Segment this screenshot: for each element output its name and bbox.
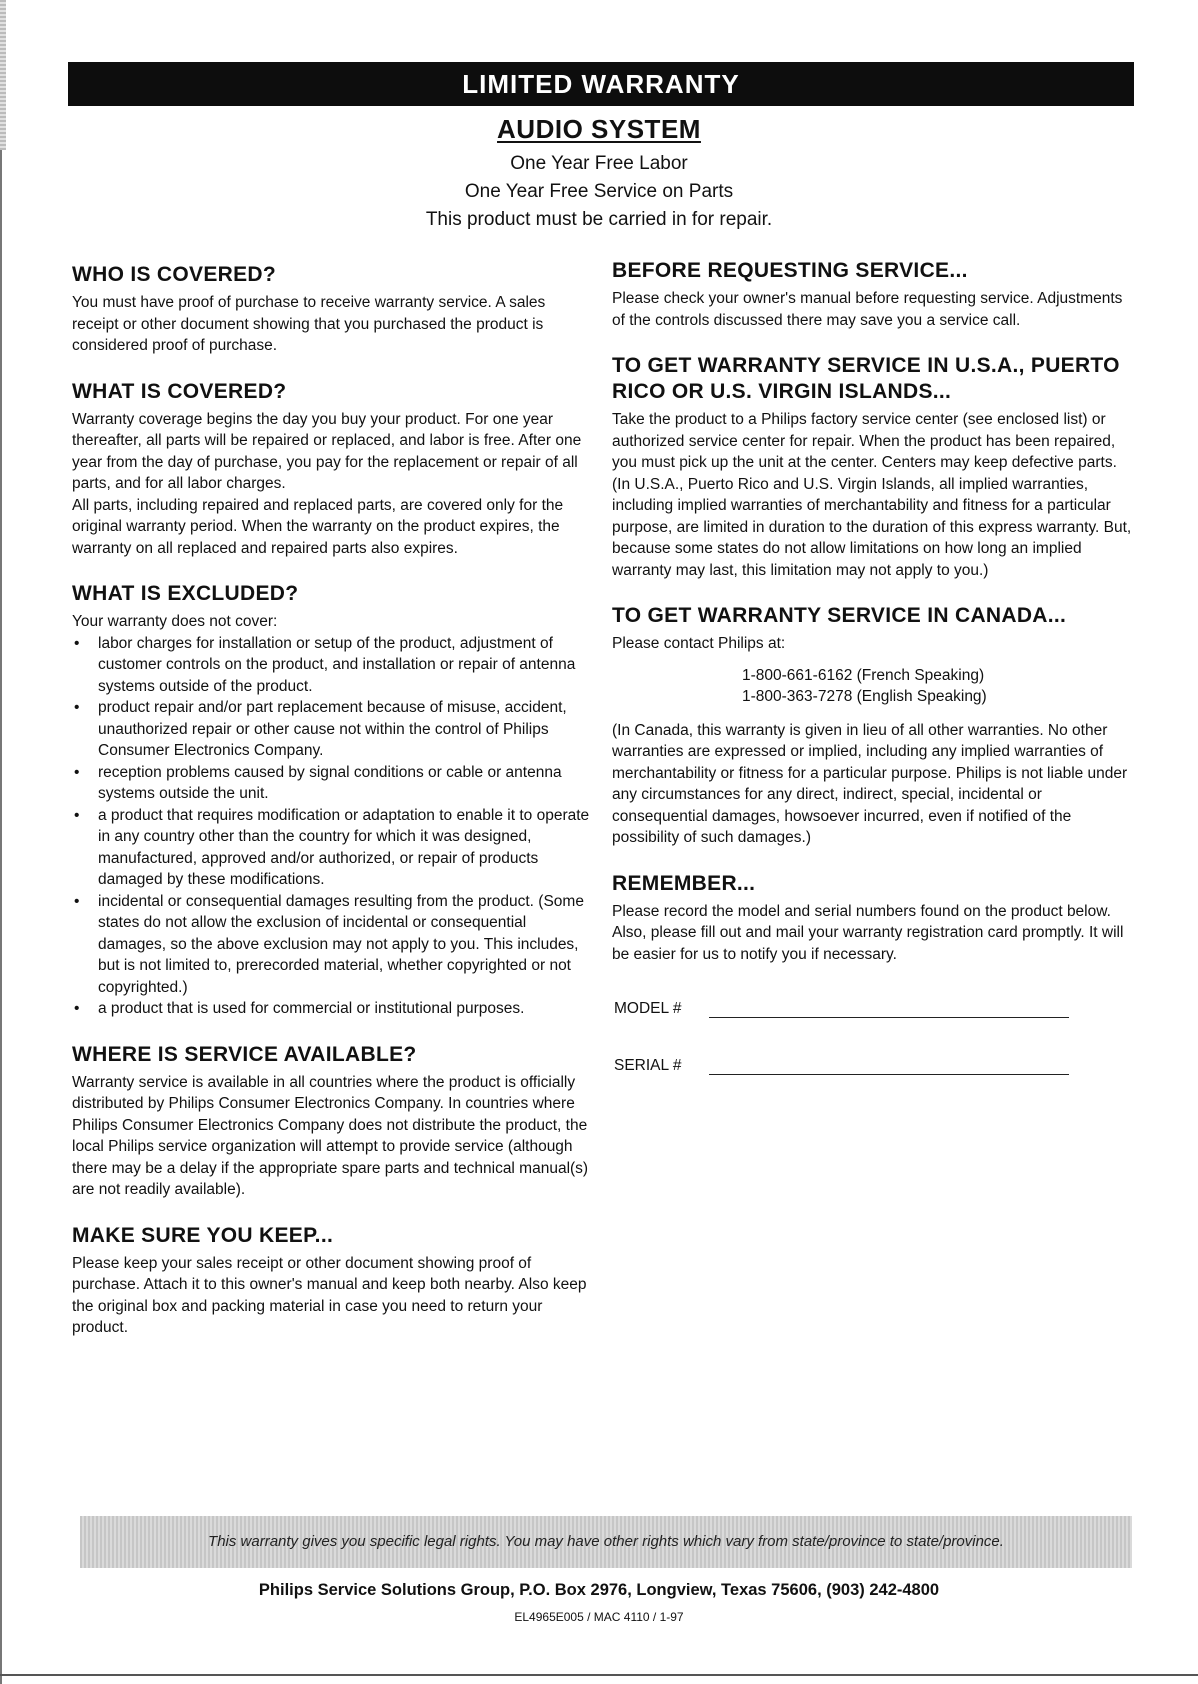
exclusion-item: • labor charges for installation or setup of the product, adjustment of customer controls on the product, and installation or repair of antenna systems outside of the product. [72, 633, 592, 698]
bottom-edge-rule [0, 1674, 1198, 1676]
product-header [0, 112, 1198, 234]
model-field-line[interactable] [709, 999, 1069, 1018]
right-column [612, 258, 1132, 1113]
section-intro: Your warranty does not cover: [72, 613, 278, 630]
model-label: MODEL # [614, 1000, 682, 1017]
section-heading: WHERE IS SERVICE AVAILABLE? [72, 1042, 417, 1066]
section-heading: BEFORE REQUESTING SERVICE... [612, 259, 968, 282]
phone-french: 1-800-661-6162 (French Speaking) [742, 666, 985, 684]
section-heading: REMEMBER... [612, 871, 756, 895]
section-body: Please record the model and serial numbers found on the product below. Also, please fill out and mail your warranty registration card promptly. It will be easier for us to notify you if necessary. [612, 902, 1124, 963]
what-is-covered-section [72, 379, 592, 560]
usa-service-section [612, 353, 1132, 581]
left-edge-rule [0, 0, 2, 1684]
labor-term: One Year Free Labor [510, 153, 688, 174]
exclusion-item: • reception problems caused by signal conditions or cable or antenna systems outside the unit. [72, 762, 592, 805]
parts-term: One Year Free Service on Parts [464, 181, 734, 202]
remember-section [612, 871, 1132, 966]
record-form [612, 999, 1132, 1075]
phone-numbers [742, 665, 1132, 708]
make-sure-you-keep-section [72, 1223, 592, 1339]
section-body: Take the product to a Philips factory service center (see enclosed list) or authorized service center for repair. When the product has been repaired, you must pick up the unit at the center. Centers may keep defective parts. (In U.S.A., Puerto Rico and U.S. Virgin Islands, all implied warranties, including implied warranties of merchantability and fitness for a particular purpose, are limited in duration to the duration of this express warranty. But, because some states do not allow limitations on how long an implied warranty may last, this limitation may not apply to you.) [612, 411, 1132, 579]
section-heading: WHAT IS EXCLUDED? [72, 582, 299, 605]
section-heading: TO GET WARRANTY SERVICE IN CANADA... [612, 604, 1067, 627]
section-body: Warranty service is available in all countries where the product is officially distributed by Philips Consumer Electronics Company. In countries where Philips Consumer Electronics Company does not distribute the product, the local Philips service organization will attempt to provide service (although there may be a delay if the appropriate spare parts and technical manual(s) are not readily available). [72, 1073, 589, 1198]
section-body: Please keep your sales receipt or other document showing proof of purchase. Attach it to this owner's manual and keep both nearby. Also keep the original box and packing material in case you need to return your product. [72, 1254, 587, 1336]
serial-field-line[interactable] [709, 1056, 1069, 1075]
section-body: You must have proof of purchase to receive warranty service. A sales receipt or other document showing that you purchased the product is considered proof of purchase. [72, 294, 546, 354]
section-body: (In Canada, this warranty is given in lieu of all other warranties. No other warranties are expressed or implied, including any implied warranties of merchantability or fitness for a particular purpose. Philips is not liable under any circumstances for any direct, indirect, special, incidental or consequential damages, howsoever incurred, even if notified of the possibility of such damages.) [612, 721, 1128, 846]
section-body: Please check your owner's manual before requesting service. Adjustments of the controls discussed there may save you a service call. [612, 290, 1123, 329]
section-heading: WHO IS COVERED? [72, 263, 277, 286]
serial-label: SERIAL # [614, 1057, 682, 1074]
model-row [614, 999, 1132, 1018]
exclusion-list [72, 633, 592, 1020]
service-address: Philips Service Solutions Group, P.O. Box 2976, Longview, Texas 75606, (903) 242-4800 [258, 1581, 940, 1599]
section-heading: MAKE SURE YOU KEEP... [72, 1223, 334, 1247]
who-is-covered-section [72, 262, 592, 357]
section-heading: TO GET WARRANTY SERVICE IN U.S.A., PUERTO RICO OR U.S. VIRGIN ISLANDS... [612, 354, 1120, 403]
section-body: Warranty coverage begins the day you buy your product. For one year thereafter, all parts will be repaired or replaced, and labor is free. After one year from the day of purchase, you pay for the replacement or repair of all parts, and for all labor charges. [72, 410, 582, 492]
left-column [72, 262, 592, 1361]
what-is-excluded-section [72, 581, 592, 1020]
before-requesting-service-section [612, 258, 1132, 331]
legal-rights-notice: This warranty gives you specific legal rights. You may have other rights which vary from state/province to state/province. [80, 1516, 1132, 1568]
serial-row [614, 1056, 1132, 1075]
exclusion-item: • a product that requires modification or adaptation to enable it to operate in any country other than the country for which it was designed, manufactured, approved and/or authorized, or repair of products damaged by these modifications. [72, 805, 592, 891]
carry-in-note: This product must be carried in for repair. [425, 209, 773, 230]
product-title: AUDIO SYSTEM [497, 114, 701, 144]
canada-service-section [612, 603, 1132, 849]
exclusion-item: • incidental or consequential damages resulting from the product. (Some states do not allow the exclusion of incidental or consequential damages, so the above exclusion may not apply to you. This includes, but is not limited to, prerecorded material, whether copyrighted or not copyrighted.) [72, 891, 592, 999]
exclusion-item: • product repair and/or part replacement because of misuse, accident, unauthorized repair or other cause not within the control of Philips Consumer Electronics Company. [72, 697, 592, 762]
where-service-available-section [72, 1042, 592, 1201]
limited-warranty-banner: LIMITED WARRANTY [68, 62, 1134, 106]
phone-english: 1-800-363-7278 (English Speaking) [742, 688, 987, 705]
section-intro: Please contact Philips at: [612, 635, 786, 652]
exclusion-item: • a product that is used for commercial or institutional purposes. [72, 998, 592, 1020]
section-body: All parts, including repaired and replaced parts, are covered only for the original warranty period. When the warranty on the product expires, the warranty on all replaced and repaired parts also expires. [72, 496, 564, 557]
section-heading: WHAT IS COVERED? [72, 379, 287, 403]
document-code: EL4965E005 / MAC 4110 / 1-97 [514, 1610, 684, 1624]
